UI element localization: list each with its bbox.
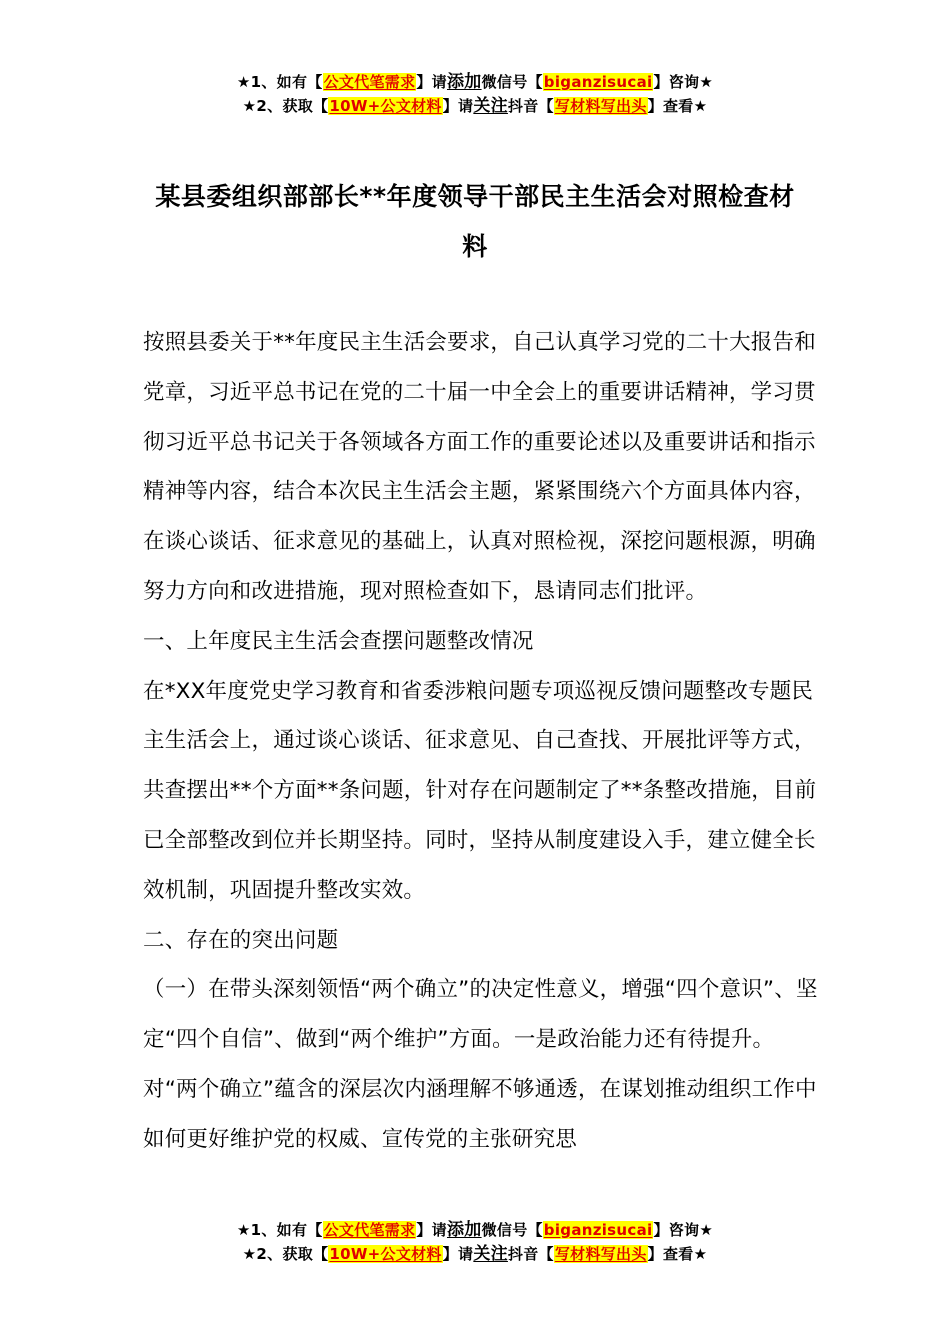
paragraph-rectification: 在*XX年度党史学习教育和省委涉粮问题专项巡视反馈问题整改专题民主生活会上，通过谈心谈话、征求意见、自己查找、开展批评等方式，共查摆出**个方面**条问题，针对存在问题制定了**条整改措施，目前已全部整改到位并长期坚持。同时，坚持从制度建设入手，建立健全长效机制，巩固提升整改实效。 bbox=[143, 678, 817, 903]
promo-text: 】请 bbox=[416, 73, 447, 91]
promo-text: ★1、如有【 bbox=[236, 1221, 323, 1239]
section-heading-2: 二、存在的突出问题 bbox=[143, 927, 339, 953]
footer-promo-line-1 bbox=[0, 1218, 950, 1242]
section-heading-1: 一、上年度民主生活会查摆问题整改情况 bbox=[143, 628, 534, 654]
promo-emphasis: 关注 bbox=[473, 96, 508, 116]
promo-highlight: 10W+公文材料 bbox=[329, 1245, 442, 1263]
header-promo-line-2 bbox=[0, 94, 950, 118]
promo-wechat-id: biganzisucai bbox=[543, 1221, 653, 1239]
promo-highlight: 10W+公文材料 bbox=[329, 97, 442, 115]
paragraph-issue-1: （一）在带头深刻领悟“两个确立”的决定性意义，增强“四个意识”、坚定“四个自信”、做到“两个维护”方面。一是政治能力还有待提升。对“两个确立”蕴含的深层次内涵理解不够通透，在谋划推动组织工作中如何更好维护党的权威、宣传党的主张研究思 bbox=[143, 977, 818, 1152]
promo-text: 】咨询★ bbox=[653, 73, 714, 91]
promo-text: 】请 bbox=[442, 1245, 474, 1263]
promo-text: 】请 bbox=[416, 1221, 447, 1239]
promo-wechat-id: biganzisucai bbox=[543, 73, 653, 91]
promo-emphasis: 添加 bbox=[446, 72, 482, 92]
footer-promo-line-2 bbox=[0, 1242, 950, 1266]
document-title: 某县委组织部部长**年度领导干部民主生活会对照检查材料 bbox=[155, 182, 795, 261]
promo-text: 】请 bbox=[442, 97, 474, 115]
promo-text: 抖音【 bbox=[507, 1245, 554, 1263]
promo-highlight: 公文代笔需求 bbox=[323, 73, 416, 91]
promo-text: 】咨询★ bbox=[653, 1221, 714, 1239]
promo-emphasis: 关注 bbox=[473, 1244, 508, 1264]
footer-promo-banner bbox=[0, 1218, 950, 1266]
promo-text: ★2、获取【 bbox=[242, 97, 329, 115]
promo-highlight: 公文代笔需求 bbox=[323, 1221, 416, 1239]
promo-text: 微信号【 bbox=[481, 1221, 543, 1239]
promo-text: ★2、获取【 bbox=[242, 1245, 329, 1263]
promo-text: 】查看★ bbox=[647, 97, 708, 115]
promo-text: 微信号【 bbox=[481, 73, 543, 91]
paragraph-intro: 按照县委关于**年度民主生活会要求，自己认真学习党的二十大报告和党章，习近平总书记在党的二十届一中全会上的重要讲话精神，学习贯彻习近平总书记关于各领域各方面工作的重要论述以及重要讲话和指示精神等内容，结合本次民主生活会主题，紧紧围绕六个方面具体内容，在谈心谈话、征求意见的基础上，认真对照检视，深挖问题根源，明确努力方向和改进措施，现对照检查如下，恳请同志们批评。 bbox=[143, 330, 816, 604]
promo-text: ★1、如有【 bbox=[236, 73, 323, 91]
promo-douyin-id: 写材料写出头 bbox=[554, 1245, 647, 1263]
document-body bbox=[143, 318, 823, 1165]
promo-text: 抖音【 bbox=[507, 97, 554, 115]
promo-text: 】查看★ bbox=[647, 1245, 708, 1263]
header-promo-banner bbox=[0, 70, 950, 118]
header-promo-line-1 bbox=[0, 70, 950, 94]
promo-douyin-id: 写材料写出头 bbox=[554, 97, 647, 115]
promo-emphasis: 添加 bbox=[446, 1220, 482, 1240]
